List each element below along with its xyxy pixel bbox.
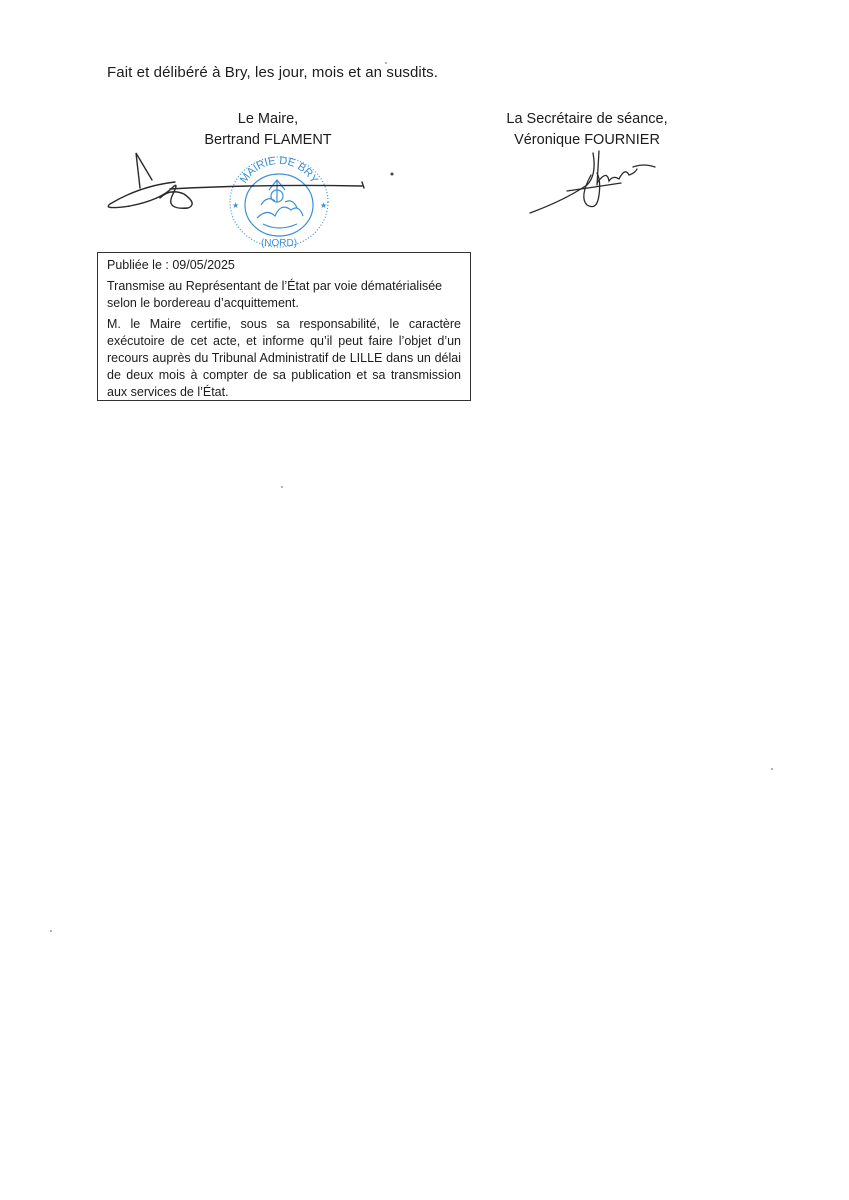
closing-statement: Fait et délibéré à Bry, les jour, mois et an susdits. (107, 64, 439, 81)
svg-text:★: ★ (320, 201, 328, 210)
maire-signature-block (168, 109, 368, 151)
scan-speck (385, 62, 387, 64)
scan-speck (771, 768, 773, 770)
certification-notice: M. le Maire certifie, sous sa responsabilité, le caractère exécutoire de cet acte, et informe qu’il peut faire l’objet d’un recours auprès du Tribunal Administratif de LILLE dans un délai de deux mois à compter de sa publication et sa transmission aux services de l’État. (107, 317, 461, 399)
maire-title: Le Maire, (237, 111, 299, 127)
maire-handwritten-signature (100, 148, 400, 218)
publication-notice-box (97, 252, 471, 401)
transmission-notice: Transmise au Représentant de l’État par voie dématérialisée selon le bordereau d’acquittement. (107, 279, 443, 310)
scan-speck (50, 930, 52, 932)
stamp-top-text: MAIRIE DE BRY (237, 154, 321, 186)
secretaire-name: Véronique FOURNIER (514, 132, 660, 148)
svg-text:★: ★ (232, 201, 240, 210)
scan-speck (281, 486, 283, 488)
secretaire-handwritten-signature (525, 145, 665, 220)
secretaire-title: La Secrétaire de séance, (506, 111, 668, 127)
maire-name: Bertrand FLAMENT (204, 132, 332, 148)
publication-date: Publiée le : 09/05/2025 (107, 258, 235, 272)
stamp-bottom-text: (NORD) (260, 238, 298, 249)
